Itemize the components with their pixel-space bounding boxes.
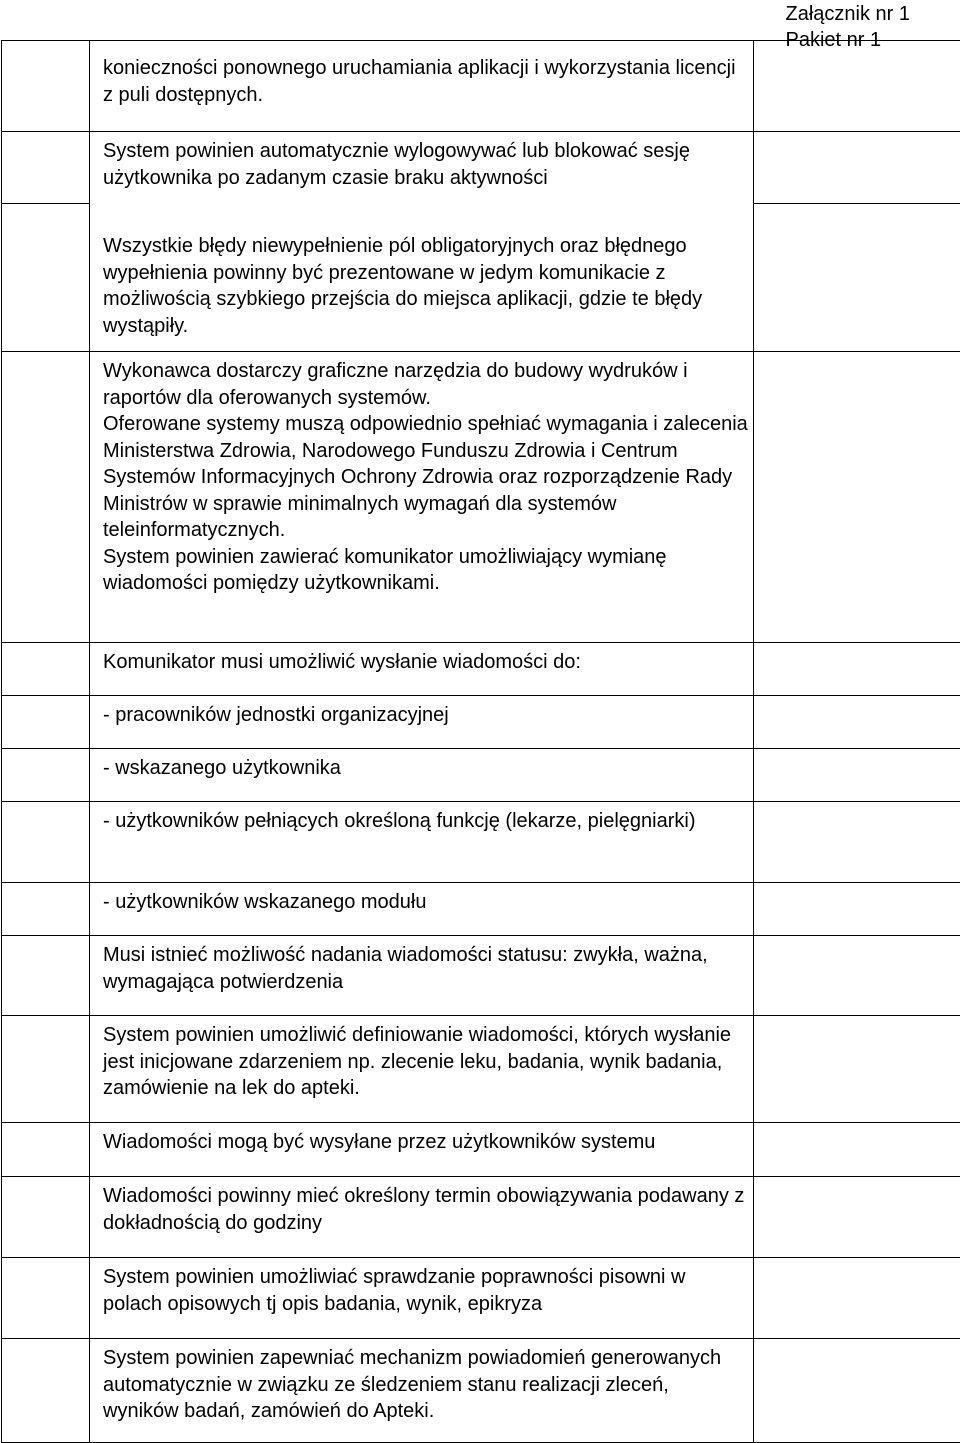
requirement-cell [90,132,754,204]
number-cell [2,1123,90,1177]
requirement-text: Komunikator musi umożliwić wysłanie wiadomości do: [103,649,749,676]
number-cell [2,802,90,883]
table-row [2,1258,960,1339]
requirement-cell [90,1177,754,1258]
answer-cell [754,132,960,204]
number-cell [2,1258,90,1339]
requirement-cell [90,749,754,802]
attachment-label: Załącznik nr 1 [786,1,911,27]
requirement-text: System powinien umożliwiać sprawdzanie poprawności pisowni w polach opisowych tj opis badania, wynik, epikryza [103,1264,749,1317]
requirement-cell [90,1339,754,1443]
requirement-text: konieczności ponownego uruchamiania aplikacji i wykorzystania licencji z puli dostępnych. [103,55,749,108]
requirement-cell [90,696,754,749]
number-cell [2,352,90,643]
answer-cell [754,883,960,936]
answer-cell [754,936,960,1016]
requirement-text: - użytkowników wskazanego modułu [103,889,749,916]
table-row [2,352,960,643]
number-cell [2,203,90,352]
requirement-text: Wiadomości mogą być wysyłane przez użytkowników systemu [103,1129,749,1156]
number-cell [2,132,90,204]
table-row [2,749,960,802]
number-cell [2,696,90,749]
requirement-text: Oferowane systemy muszą odpowiednio spełniać wymagania i zalecenia Ministerstwa Zdrowia, Narodowego Funduszu Zdrowia i Centrum Systemów Informacyjnych Ochrony Zdrowia oraz rozporządzenie Rady Ministrów w sprawie minimalnych wymagań dla systemów teleinformatycznych. [103,411,749,544]
requirement-cell [90,41,754,132]
requirement-text: System powinien umożliwić definiowanie wiadomości, których wysłanie jest inicjowane zdarzeniem np. zlecenie leku, badania, wynik badania, zamówienie na lek do apteki. [103,1022,749,1102]
requirement-text: - użytkowników pełniących określoną funkcję (lekarze, pielęgniarki) [103,808,749,835]
answer-cell [754,1123,960,1177]
number-cell [2,883,90,936]
requirement-text: Wiadomości powinny mieć określony termin obowiązywania podawany z dokładnością do godziny [103,1183,749,1236]
table-row [2,203,960,352]
table-row [2,132,960,204]
answer-cell [754,1016,960,1123]
requirement-cell [90,936,754,1016]
table-row [2,883,960,936]
requirement-text: - pracowników jednostki organizacyjnej [103,702,749,729]
requirement-text: System powinien automatycznie wylogowywać lub blokować sesję użytkownika po zadanym czasie braku aktywności [103,138,749,191]
number-cell [2,643,90,696]
answer-cell [754,41,960,132]
number-cell [2,41,90,132]
requirement-cell [90,1123,754,1177]
requirement-text: - wskazanego użytkownika [103,755,749,782]
requirement-text: System powinien zawierać komunikator umożliwiający wymianę wiadomości pomiędzy użytkownikami. [103,544,749,597]
number-cell [2,1339,90,1443]
requirement-text: Wszystkie błędy niewypełnienie pól obligatoryjnych oraz błędnego wypełnienia powinny być prezentowane w jedym komunikacie z możliwością szybkiego przejścia do miejsca aplikacji, gdzie te błędy wystąpiły. [103,233,749,339]
answer-cell [754,749,960,802]
requirement-text: Wykonawca dostarczy graficzne narzędzia do budowy wydruków i raportów dla oferowanych systemów. [103,358,749,411]
answer-cell [754,643,960,696]
table-row [2,1123,960,1177]
table-row [2,696,960,749]
table-row [2,643,960,696]
requirement-cell [90,802,754,883]
answer-cell [754,1258,960,1339]
requirement-cell [90,1016,754,1123]
requirement-text: Musi istnieć możliwość nadania wiadomości statusu: zwykła, ważna, wymagająca potwierdzenia [103,942,749,995]
table-row [2,936,960,1016]
table-row [2,802,960,883]
requirement-cell [90,1258,754,1339]
number-cell [2,1177,90,1258]
answer-cell [754,203,960,352]
answer-cell [754,802,960,883]
number-cell [2,749,90,802]
package-label: Pakiet nr 1 [786,27,911,53]
requirement-cell [90,352,754,643]
answer-cell [754,696,960,749]
answer-cell [754,352,960,643]
answer-cell [754,1339,960,1443]
requirement-cell [90,643,754,696]
number-cell [2,936,90,1016]
table-row [2,1339,960,1443]
number-cell [2,1016,90,1123]
requirement-text: System powinien zapewniać mechanizm powiadomień generowanych automatycznie w związku ze śledzeniem stanu realizacji zleceń, wyników badań, zamówień do Apteki. [103,1345,749,1425]
table-row [2,1177,960,1258]
table-row [2,41,960,132]
answer-cell [754,1177,960,1258]
table-row [2,1016,960,1123]
requirement-cell [90,883,754,936]
requirement-cell [90,203,754,352]
requirements-table [1,40,960,1443]
